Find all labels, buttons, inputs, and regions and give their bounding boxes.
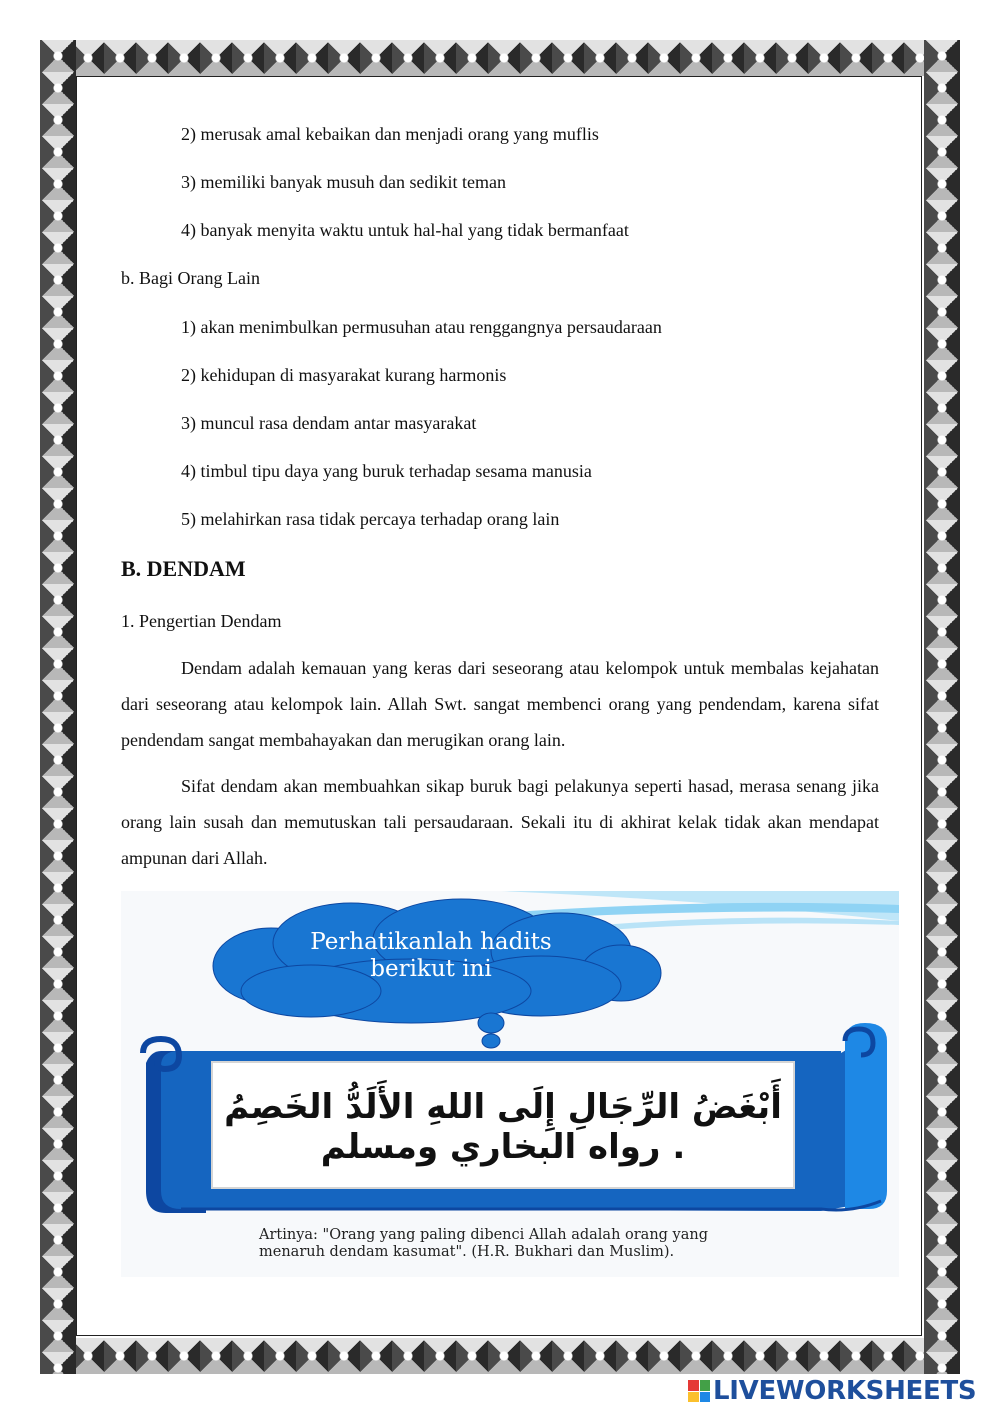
list-item: 4) banyak menyita waktu untuk hal-hal yang tidak bermanfaat [181, 220, 629, 240]
frame-border-bottom [40, 1338, 960, 1374]
cloud-caption [271, 929, 591, 983]
list-item: 1) akan menimbulkan permusuhan atau renggangnya persaudaraan [181, 317, 662, 337]
cloud-caption-line: Perhatikanlah hadits [310, 929, 552, 955]
paragraph: Sifat dendam akan membuahkan sikap buruk bagi pelakunya seperti hasad, merasa senang jika orang lain susah dan memutuskan tali persaudaraan. Sekali itu di akhirat kelak tidak akan mendapat ampunan dari Allah. [121, 776, 879, 868]
list-item: 3) memiliki banyak musuh dan sedikit teman [181, 172, 506, 192]
hadith-illustration [121, 891, 899, 1277]
frame-border-right [924, 40, 960, 1374]
liveworksheets-logo-icon [688, 1380, 710, 1402]
list-item: 3) muncul rasa dendam antar masyarakat [181, 413, 477, 433]
frame-border-left [40, 40, 76, 1374]
hadith-translation [259, 1227, 859, 1261]
section-heading: B. DENDAM [121, 556, 246, 581]
list-item: 4) timbul tipu daya yang buruk terhadap sesama manusia [181, 461, 592, 481]
list-item: 2) merusak amal kebaikan dan menjadi orang yang muflis [181, 124, 599, 144]
hadith-arabic-text: أَبْغَضُ الرِّجَالِ إِلَى اللهِ الأَلَدُّ الخَصِمُ . رواه البخاري ومسلم [224, 1087, 782, 1167]
translation-line: menaruh dendam kasumat". (H.R. Bukhari dan Muslim). [259, 1244, 675, 1260]
frame-border-top [40, 40, 960, 76]
liveworksheets-watermark[interactable] [688, 1376, 976, 1406]
watermark-text: LIVEWORKSHEETS [713, 1376, 977, 1406]
list-item: 2) kehidupan di masyarakat kurang harmonis [181, 365, 507, 385]
subheading: 1. Pengertian Dendam [121, 611, 282, 631]
translation-line: Artinya: "Orang yang paling dibenci Allah adalah orang yang [259, 1227, 709, 1243]
cloud-caption-line: berikut ini [370, 956, 492, 982]
paragraph: Dendam adalah kemauan yang keras dari seseorang atau kelompok untuk membalas kejahatan dari seseorang atau kelompok lain. Allah Swt. sangat membenci orang yang pendendam, karena sifat pendendam sangat membahayakan dan merugikan orang lain. [121, 658, 879, 750]
list-item: 5) melahirkan rasa tidak percaya terhadap orang lain [181, 509, 560, 529]
section-label: b. Bagi Orang Lain [121, 268, 260, 288]
